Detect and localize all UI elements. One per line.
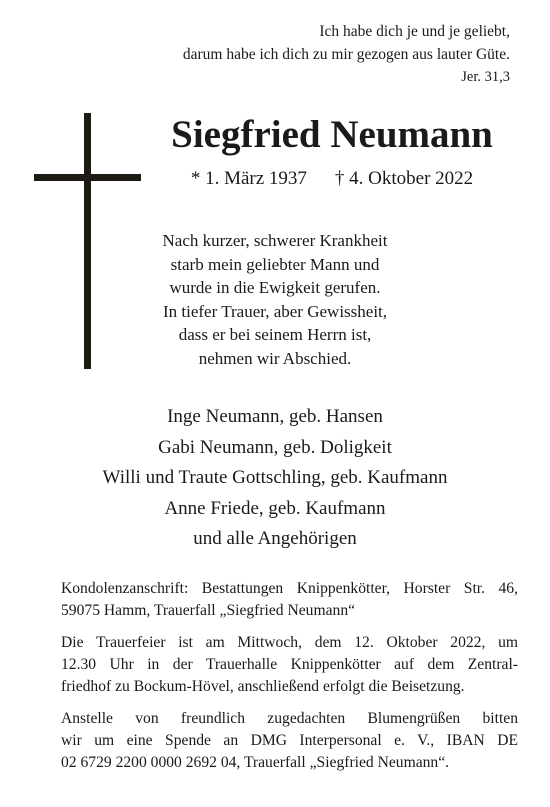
verse-line-2: darum habe ich dich zu mir gezogen aus lauter Güte. <box>182 46 510 63</box>
life-dates <box>147 166 517 192</box>
message-line: nehmen wir Abschied. <box>198 348 352 368</box>
mourner: und alle Angehörigen <box>193 528 357 549</box>
condolence-address: Kondolenzanschrift: Bestattungen Knippenkötter, Horster Str. 46, 59075 Hamm, Trauerfall „Siegfried Neumann“ <box>61 580 518 619</box>
mourner: Anne Friede, geb. Kaufmann <box>164 497 386 519</box>
message-line: starb mein geliebter Mann und <box>170 254 380 274</box>
death-date: † 4. Oktober 2022 <box>334 168 474 189</box>
message-line: In tiefer Trauer, aber Gewissheit, <box>162 301 388 321</box>
notes-section <box>61 578 518 784</box>
cross-icon <box>84 113 91 369</box>
birth-date: * 1. März 1937 <box>190 168 307 189</box>
cross-icon-bar <box>34 174 141 181</box>
deceased-name: Siegfried Neumann <box>171 113 493 156</box>
message-line: Nach kurzer, schwerer Krankheit <box>162 231 388 250</box>
funeral-info: Die Trauerfeier ist am Mittwoch, dem 12. Oktober 2022, um 12.30 Uhr in der Trauerhalle Knippenkötter auf dem Zentral- friedhof zu Bockum-Hövel, anschließend erfolgt die Beisetzung. <box>61 634 518 695</box>
mourner: Gabi Neumann, geb. Doligkeit <box>158 436 392 458</box>
message-line: wurde in die Ewigkeit gerufen. <box>169 278 381 298</box>
message-line: dass er bei seinem Herrn ist, <box>178 325 372 345</box>
bible-verse <box>183 20 510 89</box>
obituary-message <box>120 229 430 371</box>
mourner: Willi und Traute Gottschling, geb. Kaufmann <box>102 467 448 488</box>
verse-reference: Jer. 31,3 <box>461 69 510 85</box>
mourners-list <box>20 402 530 555</box>
verse-line-1: Ich habe dich je und je geliebt, <box>319 23 510 40</box>
donation-info: Anstelle von freundlich zugedachten Blumengrüßen bitten wir um eine Spende an DMG Interpersonal e. V., IBAN DE 02 6729 2200 0000 2692 04, Trauerfall „Siegfried Neumann“. <box>61 710 518 771</box>
mourner: Inge Neumann, geb. Hansen <box>167 406 383 427</box>
